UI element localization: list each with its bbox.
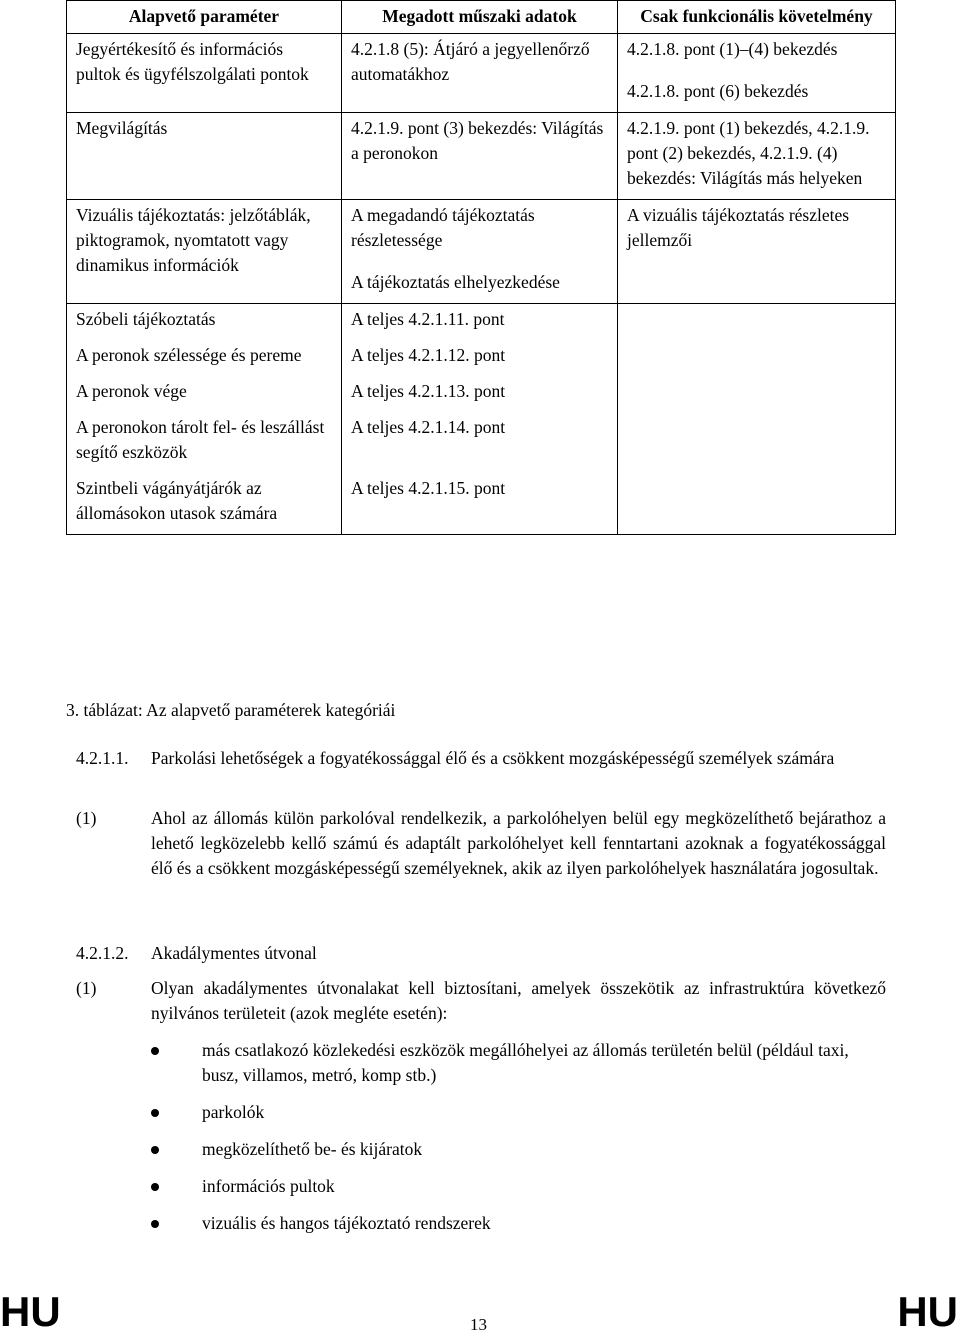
header-param: Alapvető paraméter <box>67 1 342 34</box>
cell-tech: A teljes 4.2.1.13. pont <box>342 376 618 412</box>
list-item-text: megközelíthető be- és kijáratok <box>202 1139 423 1159</box>
cell-tech: A teljes 4.2.1.11. pont <box>342 304 618 341</box>
tech-line: A megadandó tájékoztatás részletessége <box>351 205 535 250</box>
cell-func-empty <box>618 412 896 473</box>
cell-tech: 4.2.1.9. pont (3) bekezdés: Világítás a peronokon <box>342 113 618 200</box>
paragraph-route <box>76 976 886 1026</box>
footer-language-right: HU <box>897 1288 958 1335</box>
paragraph-number: (1) <box>76 808 97 828</box>
paragraph-text: Ahol az állomás külön parkolóval rendelkezik, a parkolóhelyen belül egy megközelíthető bejárathoz a lehető legközelebb kellő számú és adaptált parkolóhelyet kell fenntartani azoknak a fogyatékossággal élő és a csökkent mozgásképességű személyeknek, akik az ilyen parkolóhelyek használatára jogosultak. <box>151 808 886 878</box>
cell-tech: A teljes 4.2.1.14. pont <box>342 412 618 473</box>
table-row <box>67 200 896 304</box>
cell-param: A peronokon tárolt fel- és leszállást segítő eszközök <box>67 412 342 473</box>
list-item <box>146 1174 886 1199</box>
list-item-text: vizuális és hangos tájékoztató rendszerek <box>202 1213 491 1233</box>
section-number: 4.2.1.2. <box>76 943 129 963</box>
header-func: Csak funkcionális követelmény <box>618 1 896 34</box>
cell-param: Szintbeli vágányátjárók az állomásokon utasok számára <box>67 473 342 535</box>
table-row <box>67 34 896 113</box>
bullet-icon <box>151 1109 159 1117</box>
cell-param: Jegyértékesítő és információs pultok és ügyfélszolgálati pontok <box>67 34 342 113</box>
list-item-text: parkolók <box>202 1102 265 1122</box>
cell-tech: A teljes 4.2.1.15. pont <box>342 473 618 535</box>
parameters-table <box>66 0 896 535</box>
footer-language-left: HU <box>0 1288 61 1335</box>
list-item <box>146 1211 886 1236</box>
section-title: Parkolási lehetőségek a fogyatékossággal élő és a csökkent mozgásképességű személyek számára <box>151 748 835 768</box>
cell-param: A peronok vége <box>67 376 342 412</box>
tech-line: A tájékoztatás elhelyezkedése <box>351 272 560 292</box>
cell-param: Szóbeli tájékoztatás <box>67 304 342 341</box>
cell-tech: A teljes 4.2.1.12. pont <box>342 340 618 376</box>
table-row <box>67 113 896 200</box>
func-line: 4.2.1.8. pont (6) bekezdés <box>627 81 809 101</box>
bullet-icon <box>151 1183 159 1191</box>
list-item <box>146 1137 886 1162</box>
table-row <box>67 473 896 535</box>
table-row <box>67 340 896 376</box>
paragraph-parking <box>76 806 886 881</box>
table-row <box>67 412 896 473</box>
list-item-text: információs pultok <box>202 1176 335 1196</box>
list-item-text: más csatlakozó közlekedési eszközök megállóhelyei az állomás területén belül (például taxi, busz, villamos, metró, komp stb.) <box>202 1040 849 1085</box>
cell-func-empty <box>618 376 896 412</box>
list-item <box>146 1038 886 1088</box>
bullet-icon <box>151 1220 159 1228</box>
cell-func-empty <box>618 304 896 341</box>
section-heading-parking <box>76 746 886 771</box>
cell-func: 4.2.1.9. pont (1) bekezdés, 4.2.1.9. pont (2) bekezdés, 4.2.1.9. (4) bekezdés: Világítás más helyeken <box>618 113 896 200</box>
cell-param: Megvilágítás <box>67 113 342 200</box>
page-number: 13 <box>470 1315 487 1334</box>
bullet-list <box>146 1038 886 1248</box>
table-caption: 3. táblázat: Az alapvető paraméterek kategóriái <box>66 700 396 720</box>
cell-func-empty <box>618 473 896 535</box>
cell-param: Vizuális tájékoztatás: jelzőtáblák, piktogramok, nyomtatott vagy dinamikus információk <box>67 200 342 304</box>
cell-func <box>618 34 896 113</box>
table-row <box>67 376 896 412</box>
table-row <box>67 304 896 341</box>
bullet-icon <box>151 1047 159 1055</box>
section-title: Akadálymentes útvonal <box>151 943 317 963</box>
cell-tech: 4.2.1.8 (5): Átjáró a jegyellenőrző automatákhoz <box>342 34 618 113</box>
bullet-icon <box>151 1146 159 1154</box>
header-tech: Megadott műszaki adatok <box>342 1 618 34</box>
section-heading-route <box>76 941 886 966</box>
cell-tech <box>342 200 618 304</box>
paragraph-text: Olyan akadálymentes útvonalakat kell biztosítani, amelyek összekötik az infrastruktúra következő nyilvános területeit (azok megléte esetén): <box>151 978 886 1023</box>
cell-func: A vizuális tájékoztatás részletes jellemzői <box>618 200 896 304</box>
paragraph-number: (1) <box>76 978 97 998</box>
table-header-row <box>67 1 896 34</box>
cell-param: A peronok szélessége és pereme <box>67 340 342 376</box>
list-item <box>146 1100 886 1125</box>
func-line: 4.2.1.8. pont (1)–(4) bekezdés <box>627 39 838 59</box>
section-number: 4.2.1.1. <box>76 748 129 768</box>
cell-func-empty <box>618 340 896 376</box>
